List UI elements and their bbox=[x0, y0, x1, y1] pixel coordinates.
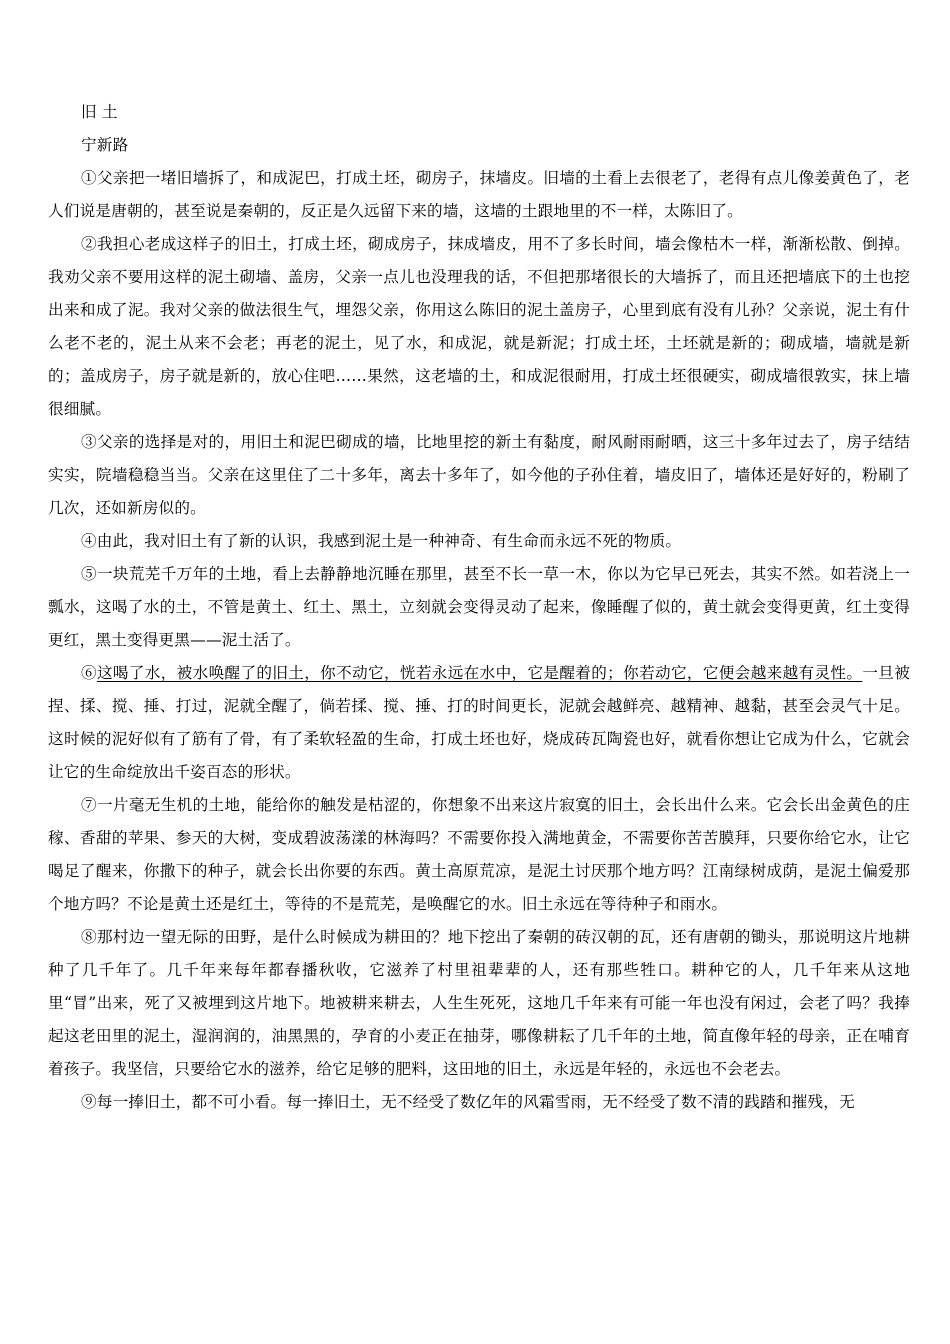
paragraph-6-marker: ⑥ bbox=[81, 664, 97, 682]
paragraph-3: ③父亲的选择是对的，用旧土和泥巴砌成的墙，比地里挖的新土有黏度，耐风耐雨耐晒，这三十多年过去了，房子结结实实，院墙稳稳当当。父亲在这里住了二十多年，离去十多年了，如今他的子孙住着，墙皮旧了，墙体还是好好的，粉刷了几次，还如新房似的。 bbox=[48, 433, 910, 517]
paragraph-7: ⑦一片毫无生机的土地，能给你的触发是枯涩的，你想象不出来这片寂寞的旧土，会长出什么来。它会长出金黄色的庄稼、香甜的苹果、参天的大树，变成碧波荡漾的林海吗？不需要你投入满地黄金，不需要你苦苦膜拜，只要你给它水，让它喝足了醒来，你撒下的种子，就会长出你要的东西。黄土高原荒凉，是泥土讨厌那个地方吗？江南绿树成荫，是泥土偏爱那个地方吗？不论是黄土还是红土，等待的不是荒芜，是唤醒它的水。旧土永远在等待种子和雨水。 bbox=[48, 796, 910, 913]
document-page bbox=[48, 96, 910, 1119]
underlined-sentence: 这喝了水，被水唤醒了的旧土，你不动它，恍若永远在水中，它是醒着的；你若动它，它便会越来越有灵性。 bbox=[96, 664, 863, 682]
paragraph-2: ②我担心老成这样子的旧土，打成土坯，砌成房子，抹成墙皮，用不了多长时间，墙会像枯木一样，渐渐松散、倒掉。我劝父亲不要用这样的泥土砌墙、盖房，父亲一点儿也没理我的话，不但把那堵很长的大墙拆了，而且还把墙底下的土也挖出来和成了泥。我对父亲的做法很生气，埋怨父亲，你用这么陈旧的泥土盖房子，心里到底有没有儿孙？父亲说，泥土有什么老不老的，泥土从来不会老；再老的泥土，见了水，和成泥，就是新泥；打成土坯，土坯就是新的；砌成墙，墙就是新的；盖成房子，房子就是新的，放心住吧……果然，这老墙的土，和成泥很耐用，打成土坯很硬实，砌成墙很敦实，抹上墙很细腻。 bbox=[48, 235, 910, 418]
paragraph-6 bbox=[48, 657, 910, 789]
paragraph-8: ⑧那村边一望无际的田野，是什么时候成为耕田的？地下挖出了秦朝的砖汉朝的瓦，还有唐朝的锄头，那说明这片地耕种了几千年了。几千年来每年都春播秋收，它滋养了村里祖辈辈的人，还有那些牲口。耕种它的人，几千年来从这地里“冒”出来，死了又被埋到这片地下。地被耕来耕去，人生生死死，这地几千年来有可能一年也没有闲过，会老了吗？我捧起这老田里的泥土，湿润润的，油黑黑的，孕育的小麦正在抽芽，哪像耕耘了几千年的土地，简直像年轻的母亲，正在哺育着孩子。我坚信，只要给它水的滋养，给它足够的肥料，这田地的旧土，永远是年轻的，永远也不会老去。 bbox=[48, 928, 910, 1078]
paragraph-6-rest: 一旦被捏、揉、搅、捶、打过，泥就全醒了，倘若揉、搅、捶、打的时间更长，泥就会越鲜亮、越精神、越黏，甚至会灵气十足。这时候的泥好似有了筋有了骨，有了柔软轻盈的生命，打成土坯也好，烧成砖瓦陶瓷也好，就看你想让它成为什么，它就会让它的生命绽放出千姿百态的形状。 bbox=[48, 664, 910, 781]
article-author: 宁新路 bbox=[81, 136, 129, 154]
article-title: 旧 土 bbox=[81, 103, 118, 121]
paragraph-4: ④由此，我对旧土有了新的认识，我感到泥土是一种神奇、有生命而永远不死的物质。 bbox=[81, 532, 682, 550]
paragraph-1: ①父亲把一堵旧墙拆了，和成泥巴，打成土坯，砌房子，抹墙皮。旧墙的土看上去很老了，老得有点儿像姜黄色了，老人们说是唐朝的，甚至说是秦朝的，反正是久远留下来的墙，这墙的土跟地里的不一样，太陈旧了。 bbox=[48, 169, 910, 220]
paragraph-5: ⑤一块荒芜千万年的土地，看上去静静地沉睡在那里，甚至不长一草一木，你以为它早已死去，其实不然。如若浇上一瓢水，这喝了水的土，不管是黄土、红土、黑土，立刻就会变得灵动了起来，像睡醒了似的，黄土就会变得更黄，红土变得更红，黑土变得更黑——泥土活了。 bbox=[48, 565, 910, 649]
paragraph-9: ⑨每一捧旧土，都不可小看。每一捧旧土，无不经受了数亿年的风霜雪雨，无不经受了数不清的践踏和摧残，无 bbox=[81, 1093, 855, 1111]
